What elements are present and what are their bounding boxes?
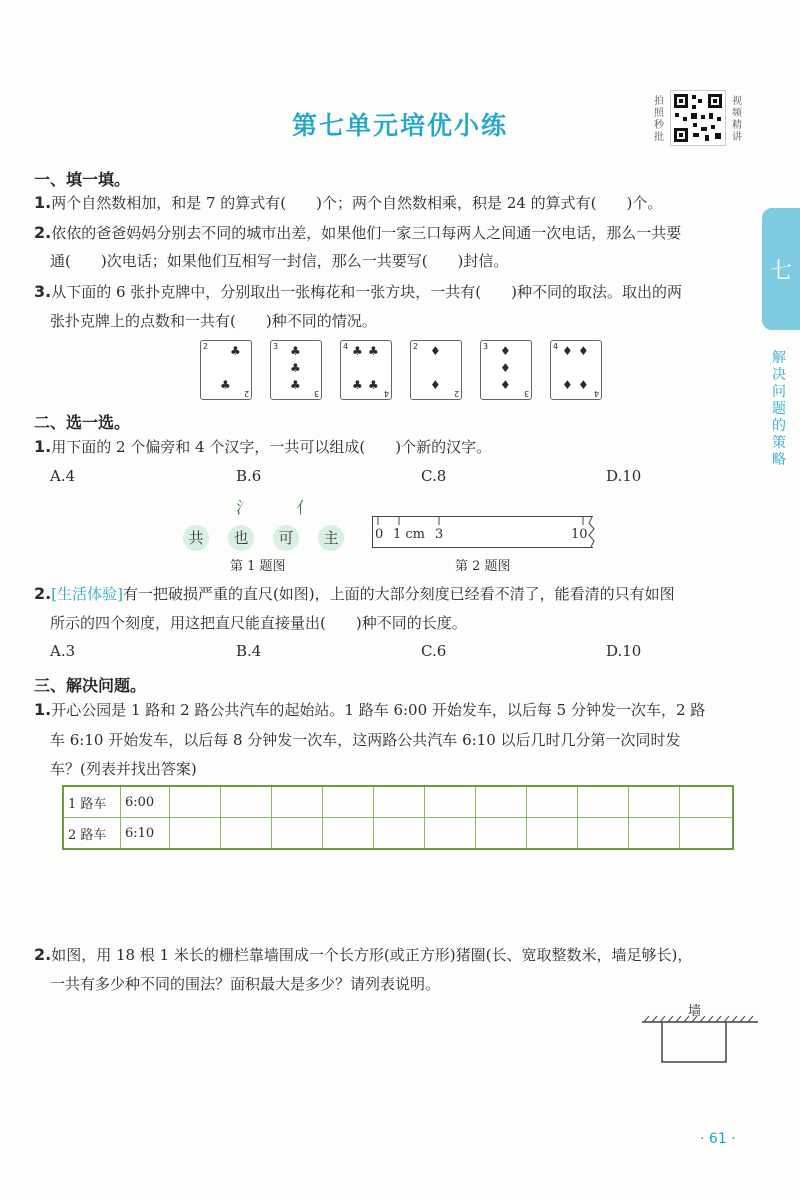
table-cell[interactable]: [424, 818, 475, 850]
figure-1-caption: 第 1 题图: [230, 559, 286, 574]
table-cell[interactable]: [373, 786, 424, 818]
club-icon: ♣: [290, 378, 301, 392]
s1-q3-number: 3.: [34, 282, 52, 301]
broken-ruler: [372, 516, 593, 548]
playing-card: [200, 340, 252, 400]
table-cell[interactable]: [526, 786, 577, 818]
ruler-label-3: 3: [435, 527, 444, 542]
diamond-icon: ♦: [562, 378, 573, 392]
wall-label: 墙: [688, 1004, 702, 1019]
s2-q2-text-1: 有一把破损严重的直尺(如图)，上面的大部分刻度已经看不清了，能看清的只有如图: [122, 585, 675, 603]
pigpen-diagram: [640, 1014, 760, 1066]
card-rank: 2: [243, 389, 249, 398]
bus-schedule-table: [62, 785, 734, 850]
s1-q3-text-1: 从下面的 6 张扑克牌中，分别取出一张梅花和一张方块，一共有( )种不同的取法。取出的两: [51, 283, 683, 301]
table-cell[interactable]: [577, 786, 628, 818]
playing-card: [340, 340, 392, 400]
table-cell[interactable]: [679, 818, 733, 850]
page-title: 第七单元培优小练: [291, 111, 508, 140]
char-circle: 主: [318, 525, 344, 551]
card-rank: 2: [203, 342, 209, 351]
diamond-icon: ♦: [500, 378, 511, 392]
s2-q2-option-a[interactable]: A.3: [50, 642, 76, 660]
s2-q2-text-2: 所示的四个刻度，用这把直尺能直接量出( )种不同的长度。: [50, 614, 467, 632]
table-cell[interactable]: [170, 818, 221, 850]
radical-person: 亻: [296, 498, 313, 517]
table-cell[interactable]: [679, 786, 733, 818]
card-rank: 3: [273, 342, 279, 351]
first-time: 6:10: [121, 818, 170, 850]
first-time: 6:00: [121, 786, 170, 818]
table-cell[interactable]: [628, 818, 679, 850]
diamond-icon: ♦: [500, 361, 511, 375]
playing-card: [270, 340, 322, 400]
club-icon: ♣: [352, 344, 363, 358]
table-cell[interactable]: [170, 786, 221, 818]
ruler-label-0: 0: [375, 527, 384, 542]
s2-q2-option-b[interactable]: B.4: [236, 642, 262, 660]
card-rank: 4: [383, 389, 389, 398]
page-number-value: 61: [708, 1131, 727, 1147]
table-row: [63, 818, 733, 850]
row-label: 2 路车: [63, 818, 121, 850]
qr-right-label: 视频精讲: [732, 96, 742, 143]
life-experience-tag: [生活体验]: [51, 585, 123, 603]
s2-q1-text: 用下面的 2 个偏旁和 4 个汉字，一共可以组成( )个新的汉字。: [51, 438, 492, 456]
playing-card: [550, 340, 602, 400]
s3-q1-text-3: 车？(列表并找出答案): [50, 760, 197, 778]
table-cell[interactable]: [475, 786, 526, 818]
s3-q1-line1: [34, 700, 705, 720]
s2-q1-option-a[interactable]: A.4: [50, 467, 76, 485]
diamond-icon: ♦: [562, 344, 573, 358]
chapter-number: 七: [769, 259, 792, 284]
s3-q1-text-2: 车 6:10 开始发车，以后每 8 分钟发一次车，这两路公共汽车 6:10 以后几时几分第一次同时发: [50, 731, 681, 749]
ruler-label-10: 10: [571, 527, 588, 542]
chapter-title: 解决问题的策略: [772, 350, 786, 468]
s2-q2-number: 2.: [34, 584, 52, 603]
char-circle: 也: [228, 525, 254, 551]
card-rank: 3: [313, 389, 319, 398]
club-icon: ♣: [230, 344, 241, 358]
table-cell[interactable]: [628, 786, 679, 818]
s1-q2-number: 2.: [34, 223, 52, 242]
table-cell[interactable]: [220, 818, 271, 850]
page-number: · 61 ·: [700, 1131, 736, 1147]
diamond-icon: ♦: [578, 378, 589, 392]
card-rank: 2: [413, 342, 419, 351]
table-cell[interactable]: [220, 786, 271, 818]
diamond-icon: ♦: [500, 344, 511, 358]
table-cell[interactable]: [577, 818, 628, 850]
table-cell[interactable]: [526, 818, 577, 850]
s1-q1: [34, 193, 662, 213]
table-cell[interactable]: [373, 818, 424, 850]
section-1-heading: 一、填一填。: [34, 170, 131, 189]
diamond-icon: ♦: [578, 344, 589, 358]
s1-q1-text: 两个自然数相加，和是 7 的算式有( )个；两个自然数相乘，积是 24 的算式有( )个。: [51, 194, 663, 212]
club-icon: ♣: [290, 361, 301, 375]
table-cell[interactable]: [322, 786, 373, 818]
row-label: 1 路车: [63, 786, 121, 818]
club-icon: ♣: [368, 378, 379, 392]
table-row: [63, 786, 733, 818]
s3-q1-number: 1.: [34, 700, 52, 719]
table-cell[interactable]: [424, 786, 475, 818]
s2-q1-option-c[interactable]: C.8: [421, 467, 447, 485]
diamond-icon: ♦: [430, 378, 441, 392]
table-cell[interactable]: [322, 818, 373, 850]
char-circle: 共: [183, 525, 209, 551]
card-rank: 2: [453, 389, 459, 398]
s1-q2-line1: [34, 223, 681, 243]
radical-water: 氵: [236, 498, 253, 517]
ruler-label-1cm: 1 cm: [393, 527, 426, 542]
table-cell[interactable]: [271, 786, 322, 818]
card-rank: 4: [593, 389, 599, 398]
table-cell[interactable]: [271, 818, 322, 850]
s2-q1: [34, 437, 491, 457]
s1-q2-text-1: 依依的爸爸妈妈分别去不同的城市出差，如果他们一家三口每两人之间通一次电话，那么一共要: [51, 224, 682, 242]
card-rank: 4: [553, 342, 559, 351]
section-3-heading: 三、解决问题。: [34, 676, 147, 695]
s2-q1-option-b[interactable]: B.6: [236, 467, 262, 485]
club-icon: ♣: [290, 344, 301, 358]
card-rank: 3: [523, 389, 529, 398]
club-icon: ♣: [368, 344, 379, 358]
s3-q2-number: 2.: [34, 945, 52, 964]
qr-left-label: 拍照秒批: [654, 96, 664, 143]
s2-q2-option-d[interactable]: D.10: [606, 642, 642, 660]
qr-code-icon: [671, 91, 725, 145]
s2-q1-number: 1.: [34, 437, 52, 456]
s2-q1-option-d[interactable]: D.10: [606, 467, 642, 485]
qr-code[interactable]: [670, 90, 726, 146]
card-rank: 4: [343, 342, 349, 351]
char-circle: 可: [273, 525, 299, 551]
playing-card: [410, 340, 462, 400]
s1-q1-number: 1.: [34, 193, 52, 212]
s3-q2-text-2: 一共有多少种不同的围法？面积最大是多少？请列表说明。: [50, 975, 441, 993]
table-cell[interactable]: [475, 818, 526, 850]
s3-q2-line1: [34, 945, 692, 965]
s1-q3-text-2: 张扑克牌上的点数和一共有( )种不同的情况。: [50, 312, 377, 330]
figure-2-caption: 第 2 题图: [455, 559, 511, 574]
s3-q2-text-1: 如图，用 18 根 1 米长的栅栏靠墙围成一个长方形(或正方形)猪圈(长、宽取整数米，墙足够长)，: [51, 946, 693, 964]
diamond-icon: ♦: [430, 344, 441, 358]
club-icon: ♣: [352, 378, 363, 392]
playing-card: [480, 340, 532, 400]
club-icon: ♣: [220, 378, 231, 392]
s2-q2-option-c[interactable]: C.6: [421, 642, 447, 660]
card-rank: 3: [483, 342, 489, 351]
s1-q3-line1: [34, 282, 682, 302]
s3-q1-text-1: 开心公园是 1 路和 2 路公共汽车的起始站。1 路车 6:00 开始发车，以后每 5 分钟发一次车，2 路: [51, 701, 706, 719]
s2-q2-line1: [34, 584, 675, 604]
section-2-heading: 二、选一选。: [34, 413, 131, 432]
s1-q2-text-2: 通( )次电话；如果他们互相写一封信，那么一共要写( )封信。: [50, 252, 509, 270]
